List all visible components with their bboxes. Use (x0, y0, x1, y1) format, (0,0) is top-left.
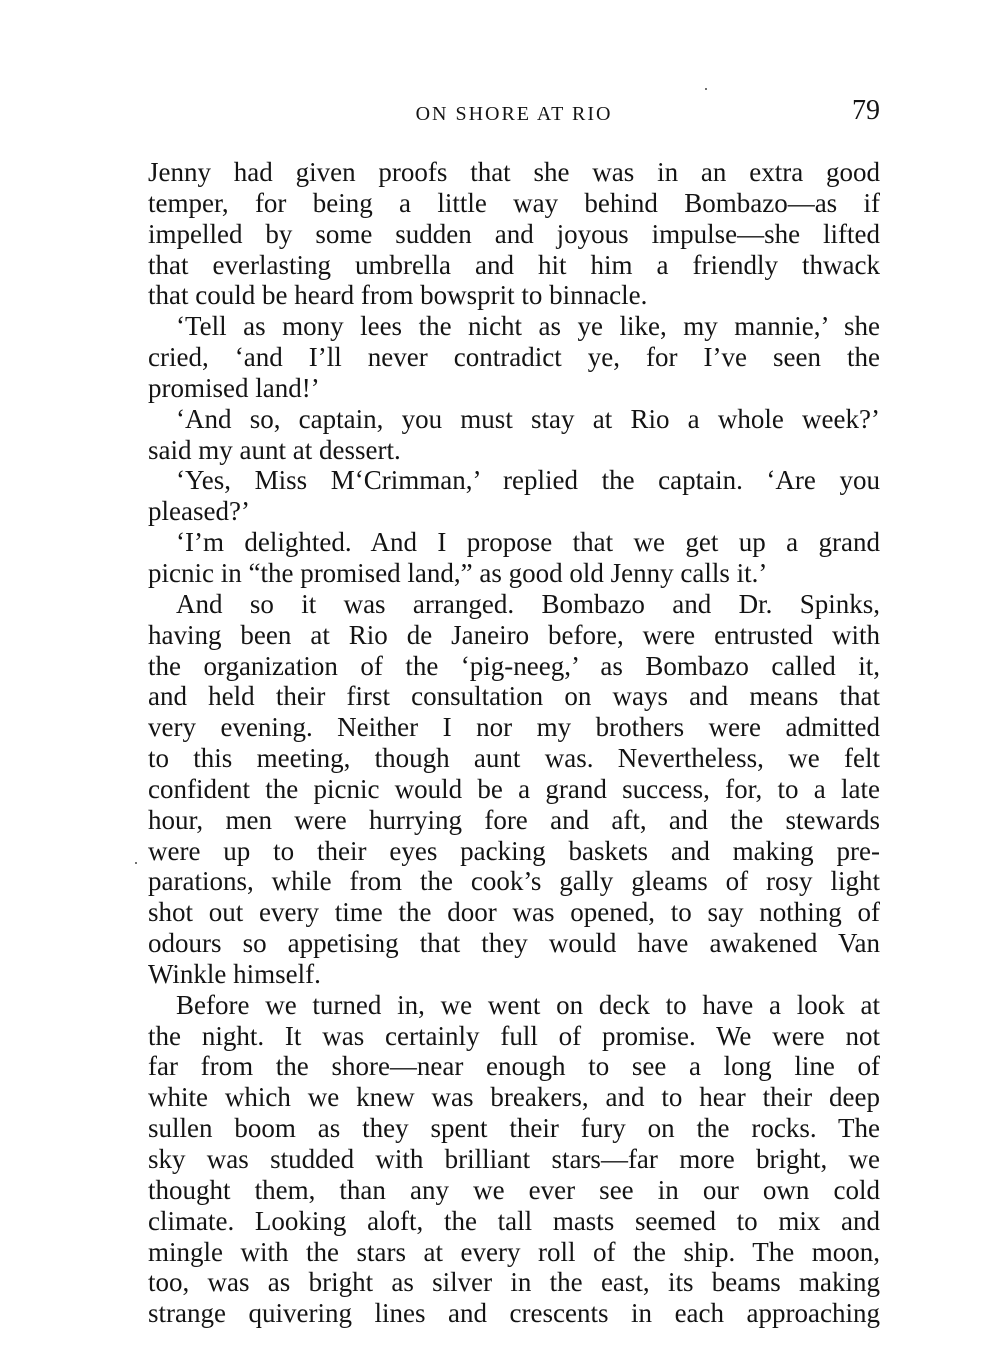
text-line: confident the picnic would be a grand success, for, to a late (148, 773, 880, 804)
text-line: the organization of the ‘pig-neeg,’ as Bombazo called it, (148, 650, 880, 681)
text-line: Winkle himself. (148, 958, 321, 989)
text-line: Before we turned in, we went on deck to have a look at (176, 989, 880, 1020)
text-line: promised land!’ (148, 372, 320, 403)
text-line: said my aunt at dessert. (148, 434, 401, 465)
text-line: climate. Looking aloft, the tall masts seemed to mix and (148, 1205, 880, 1236)
text-line: odours so appetising that they would have awakened Van (148, 928, 880, 959)
running-title: ON SHORE AT RIO (415, 103, 613, 125)
text-line: Jenny had given proofs that she was in an extra good (148, 157, 880, 187)
text-line: shot out every time the door was opened, to say nothing of (148, 897, 880, 928)
text-line: that everlasting umbrella and hit him a friendly thwack (148, 249, 880, 280)
page-number: 79 (852, 95, 880, 126)
text-line: thought them, than any we ever see in our own cold (148, 1174, 880, 1205)
text-line: ‘Tell as mony lees the nicht as ye like, my mannie,’ she (176, 311, 880, 342)
text-line: strange quivering lines and crescents in each approaching (148, 1298, 880, 1329)
text-line: that could be heard from bowsprit to binnacle. (148, 280, 648, 311)
text-line: sullen boom as they spent their fury on the rocks. The (148, 1113, 880, 1144)
ink-speck (135, 862, 137, 864)
text-line: having been at Rio de Janeiro before, were entrusted with (148, 619, 880, 650)
text-line: parations, while from the cook’s gally gleams of rosy light (148, 866, 880, 897)
text-line: and held their first consultation on ways and means that (148, 681, 880, 712)
text-line: mingle with the stars at every roll of the ship. The moon, (148, 1236, 880, 1267)
text-line: And so it was arranged. Bombazo and Dr. Spinks, (176, 588, 880, 619)
running-head (148, 95, 880, 131)
body-text (148, 157, 880, 1329)
text-line: to this meeting, though aunt was. Nevertheless, we felt (148, 743, 880, 774)
text-line: ‘And so, captain, you must stay at Rio a whole week?’ (176, 403, 880, 434)
text-line: were up to their eyes packing baskets and making pre- (148, 835, 880, 866)
text-line: temper, for being a little way behind Bombazo—as if (148, 187, 880, 218)
ink-speck (705, 88, 707, 90)
text-line: ‘Yes, Miss M‘Crimman,’ replied the captain. ‘Are you (176, 465, 880, 496)
text-line: sky was studded with brilliant stars—far more bright, we (148, 1144, 880, 1174)
text-line: pleased?’ (148, 496, 250, 527)
text-line: picnic in “the promised land,” as good old Jenny calls it.’ (148, 557, 768, 588)
text-line: cried, ‘and I’ll never contradict ye, for I’ve seen the (148, 342, 880, 373)
text-line: the night. It was certainly full of promise. We were not (148, 1020, 880, 1051)
text-line: hour, men were hurrying fore and aft, and the stewards (148, 804, 880, 835)
text-line: ‘I’m delighted. And I propose that we get up a grand (176, 527, 880, 558)
text-line: far from the shore—near enough to see a long line of (148, 1051, 880, 1082)
text-line: too, was as bright as silver in the east, its beams making (148, 1267, 880, 1298)
text-line: very evening. Neither I nor my brothers were admitted (148, 712, 880, 743)
text-line: impelled by some sudden and joyous impulse—she lifted (148, 218, 880, 249)
text-line: white which we knew was breakers, and to hear their deep (148, 1082, 880, 1113)
